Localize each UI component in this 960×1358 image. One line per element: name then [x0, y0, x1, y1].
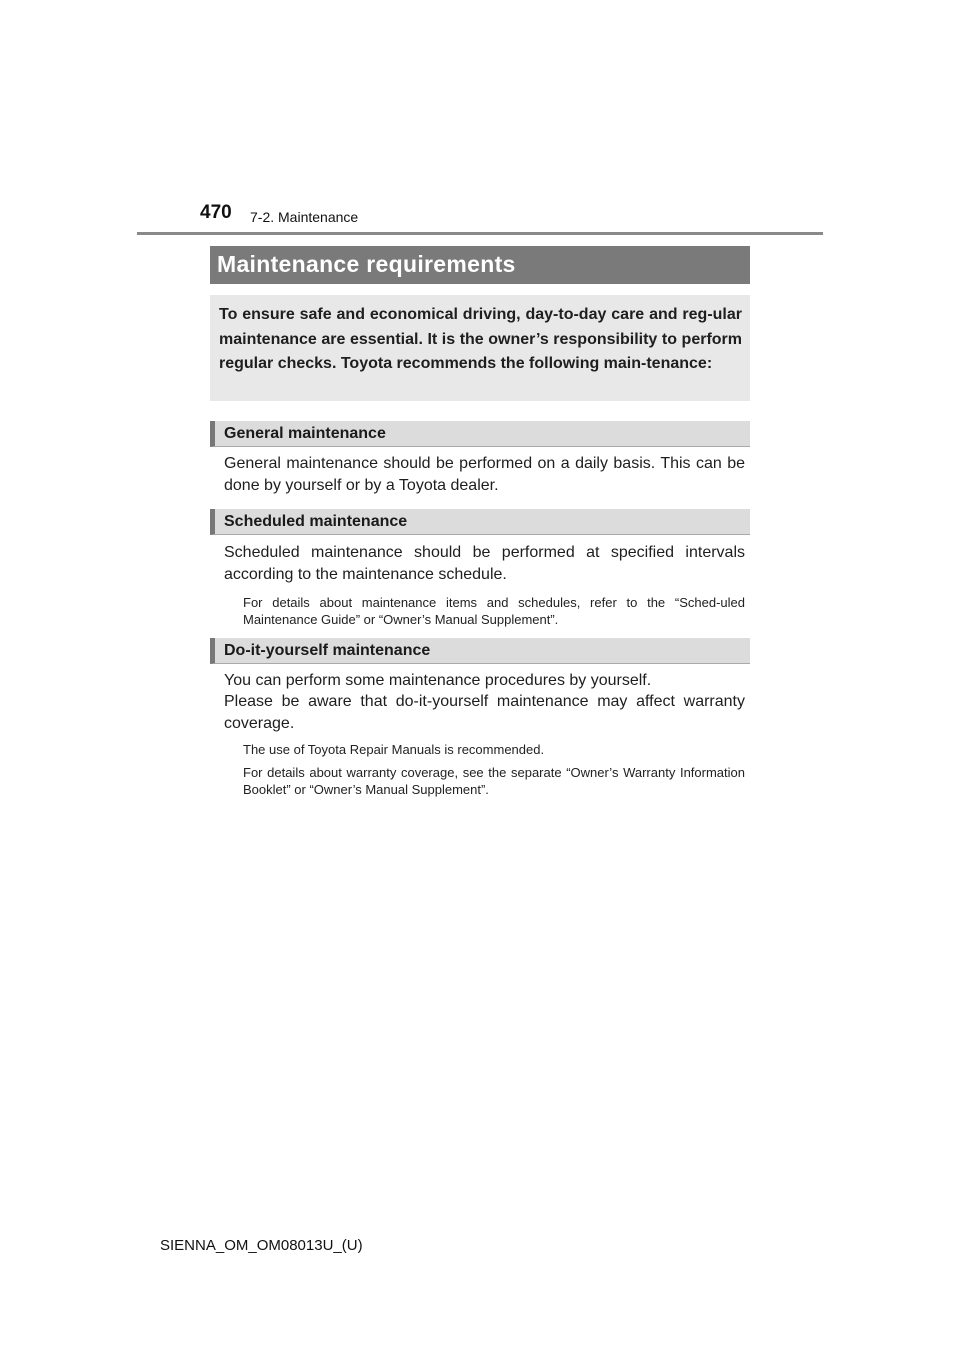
section-heading-label: Do-it-yourself maintenance [224, 642, 431, 659]
section-heading-scheduled [210, 509, 750, 535]
intro-box [210, 295, 750, 401]
chapter-heading: 7-2. Maintenance [250, 209, 359, 225]
section-heading-general [210, 421, 750, 447]
section-heading-label: Scheduled maintenance [224, 513, 408, 530]
page-title: Maintenance requirements [217, 251, 516, 277]
document-code: SIENNA_OM_OM08013U_(U) [160, 1237, 363, 1254]
page-number: 470 [200, 202, 232, 223]
diy-maintenance-note-1: The use of Toyota Repair Manuals is recommended. [243, 742, 545, 757]
header-divider [137, 232, 823, 235]
page-title-bar [210, 246, 750, 284]
diy-maintenance-note-2: For details about warranty coverage, see the separate “Owner’s Warranty Information Booklet” or “Owner’s Manual Supplement”. [243, 765, 745, 797]
general-maintenance-text: General maintenance should be performed on a daily basis. This can be done by yourself or by a Toyota dealer. [224, 455, 745, 494]
scheduled-maintenance-note: For details about maintenance items and schedules, refer to the “Sched-uled Maintenance Guide” or “Owner’s Manual Supplement”. [243, 595, 745, 627]
diy-maintenance-text-1: You can perform some maintenance procedures by yourself. [224, 672, 652, 689]
scheduled-maintenance-text: Scheduled maintenance should be performed at specified intervals according to the maintenance schedule. [224, 544, 745, 583]
section-heading-label: General maintenance [224, 425, 386, 442]
section-heading-diy [210, 638, 750, 664]
intro-text: To ensure safe and economical driving, day-to-day care and reg-ular maintenance are essential. It is the owner’s responsibility to perform regular checks. Toyota recommends the following main-tenance: [219, 306, 742, 372]
diy-maintenance-text-2: Please be aware that do-it-yourself maintenance may affect warranty coverage. [224, 693, 745, 732]
